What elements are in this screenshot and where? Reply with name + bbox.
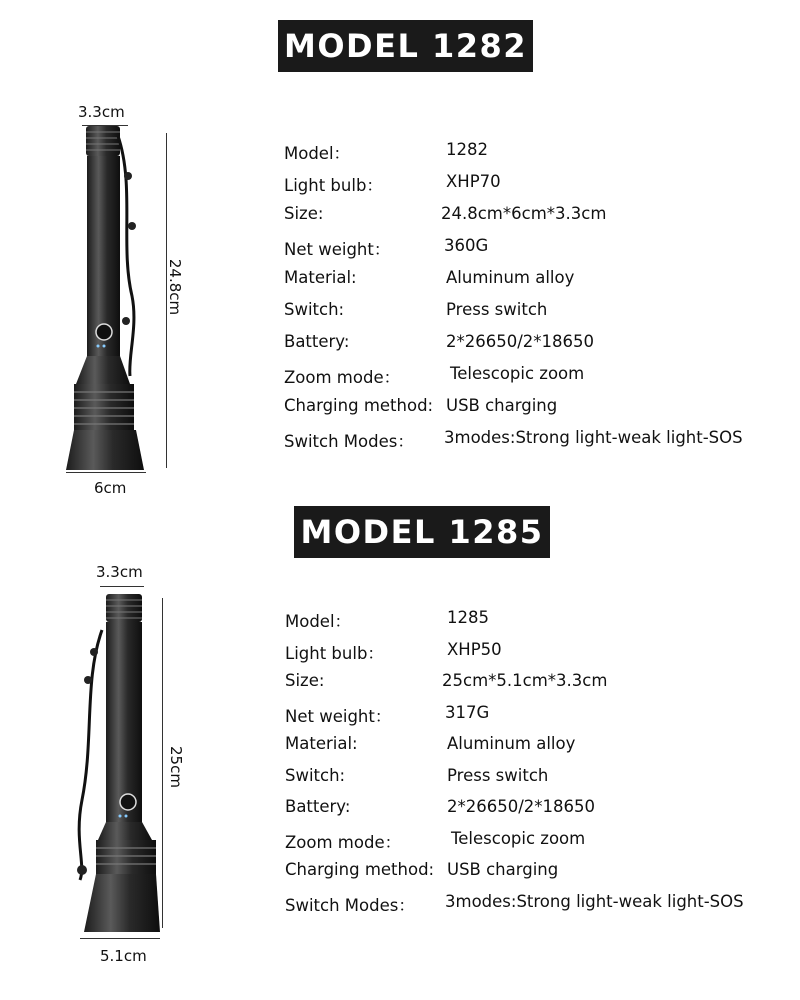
spec-label: Light bulb： [284, 176, 383, 195]
top-width-label: 3.3cm [96, 563, 143, 581]
spec-value: Telescopic zoom [450, 364, 585, 383]
spec-value: 3modes:Strong light-weak light-SOS [444, 428, 743, 447]
flashlight-image [66, 590, 162, 935]
spec-value: 1282 [446, 140, 488, 159]
spec-value: 2*26650/2*18650 [446, 332, 595, 351]
spec-value: 2*26650/2*18650 [447, 797, 596, 816]
model-1282-section [0, 0, 800, 497]
spec-value: XHP50 [447, 639, 502, 659]
top-width-line [100, 586, 144, 587]
spec-value: Press switch [447, 765, 549, 785]
spec-label: Battery: [285, 797, 351, 816]
spec-value: Aluminum alloy [447, 734, 576, 753]
bottom-width-label: 6cm [94, 479, 127, 497]
height-label: 25cm [167, 746, 185, 788]
flashlight-image [60, 126, 150, 471]
spec-label: Switch Modes： [284, 432, 414, 451]
bottom-width-line [80, 938, 160, 939]
spec-label: Net weight： [285, 706, 392, 726]
spec-value: 24.8cm*6cm*3.3cm [441, 204, 607, 223]
spec-value: USB charging [447, 860, 559, 879]
spec-label: Material: [285, 734, 358, 753]
spec-label: Switch Modes： [285, 895, 415, 915]
spec-label: Charging method: [284, 396, 434, 415]
top-width-label: 3.3cm [78, 103, 125, 121]
spec-value: Aluminum alloy [446, 268, 575, 287]
spec-value: USB charging [446, 396, 558, 415]
model-banner: MODEL 1282 [278, 20, 533, 72]
height-label: 24.8cm [166, 258, 184, 316]
spec-label: Zoom mode： [284, 368, 401, 387]
spec-value: Telescopic zoom [451, 828, 586, 848]
spec-value: 317G [445, 702, 490, 722]
spec-label: Switch: [285, 765, 346, 785]
height-line [162, 598, 163, 928]
spec-label: Battery: [284, 332, 350, 351]
spec-label: Charging method: [285, 860, 435, 879]
spec-label: Light bulb： [285, 643, 384, 663]
spec-label: Model： [285, 612, 352, 631]
model-1285-section [0, 490, 800, 970]
spec-value: XHP70 [446, 172, 501, 191]
spec-value: 25cm*5.1cm*3.3cm [442, 671, 608, 690]
spec-label: Model： [284, 144, 351, 163]
model-banner: MODEL 1285 [294, 506, 550, 558]
bottom-width-line [66, 472, 146, 473]
spec-label: Size: [284, 204, 324, 223]
spec-value: Press switch [446, 300, 548, 319]
spec-label: Switch: [284, 300, 345, 319]
spec-label: Size: [285, 671, 325, 690]
spec-label: Zoom mode： [285, 832, 402, 852]
spec-label: Net weight： [284, 240, 391, 259]
spec-value: 1285 [447, 608, 489, 627]
spec-label: Material: [284, 268, 357, 287]
bottom-width-label: 5.1cm [100, 947, 147, 965]
spec-value: 3modes:Strong light-weak light-SOS [445, 891, 744, 911]
spec-value: 360G [444, 236, 489, 255]
